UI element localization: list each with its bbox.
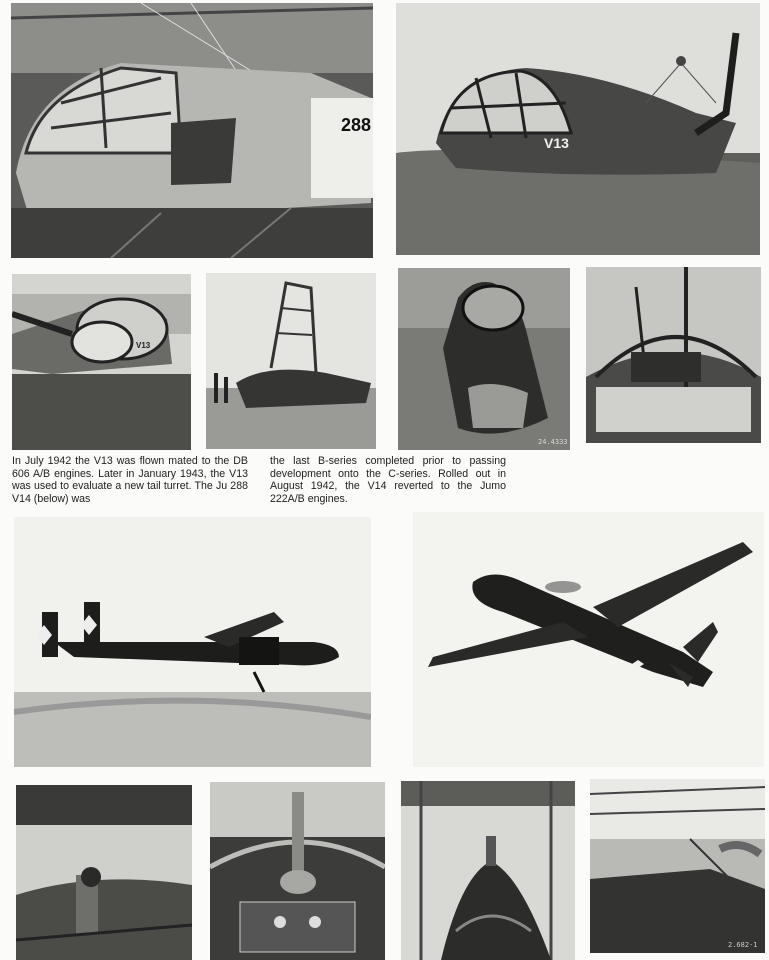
photo-v13-crashed-nose — [396, 3, 760, 255]
photo-turret-gun-detail — [16, 785, 192, 960]
photo-stamp-2: 2.682-1 — [728, 941, 758, 949]
photo-crash-site-gantry — [206, 273, 376, 449]
caption-right-text: the last B-series completed prior to passing development onto the C-series. Rolled out in August 1942, the V14 reverted to the Jumo 222A/B engines. — [270, 455, 506, 505]
aircraft-code-v13-small: V13 — [136, 341, 151, 350]
caption-left — [12, 455, 248, 505]
photo-stamp: 24.4333 — [538, 438, 568, 446]
photo-ju288-nose-in-hangar — [11, 3, 373, 258]
caption-left-text: In July 1942 the V13 was flown mated to the DB 606 A/B engines. Later in January 1943, the V13 was used to evaluate a new tail turret. The Ju 288 V14 (below) was — [12, 455, 248, 505]
aircraft-code-v13: V13 — [544, 135, 569, 151]
photo-ju288-v14-in-flight-below — [413, 512, 764, 767]
photo-v13-wreck-side — [12, 274, 191, 450]
fuselage-number: 288 — [341, 115, 372, 135]
photo-hangar-interior-aircraft — [590, 779, 765, 953]
photo-wreck-fuselage-top — [398, 268, 570, 450]
photo-gun-mount-interior — [210, 782, 385, 960]
photo-cockpit-interior — [586, 267, 761, 443]
caption-right — [270, 455, 506, 505]
photo-ju288-v14-in-flight-side — [14, 517, 371, 767]
photo-rear-fuselage-hangar — [401, 781, 575, 960]
